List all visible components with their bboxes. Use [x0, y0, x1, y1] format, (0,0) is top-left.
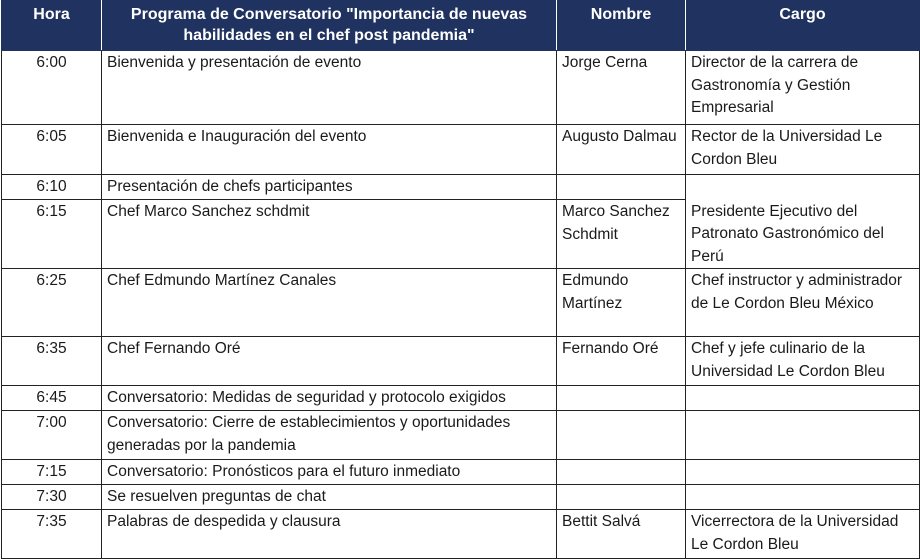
cell-programa: Chef Edmundo Martínez Canales: [102, 269, 557, 337]
cell-programa: Se resuelven preguntas de chat: [102, 485, 557, 510]
table-row: [2, 386, 920, 411]
header-programa: Programa de Conversatorio "Importancia de nuevas habilidades en el chef post pandemia": [102, 1, 557, 51]
header-cargo: Cargo: [686, 1, 920, 51]
cell-hora: 6:25: [2, 269, 102, 337]
table-row: [2, 51, 920, 125]
cell-programa: Chef Marco Sanchez schdmit: [102, 200, 557, 269]
cell-nombre: Edmundo Martínez: [557, 269, 686, 337]
cell-nombre: [557, 411, 686, 460]
program-table: [1, 0, 920, 559]
table-row: [2, 460, 920, 485]
cell-cargo: Rector de la Universidad Le Cordon Bleu: [686, 125, 920, 175]
cell-hora: 7:15: [2, 460, 102, 485]
cell-nombre: [557, 175, 686, 200]
cell-cargo: [686, 386, 920, 411]
cell-cargo: [686, 460, 920, 485]
cell-cargo: [686, 175, 920, 200]
table-row: [2, 200, 920, 269]
header-hora: Hora: [2, 1, 102, 51]
cell-nombre: Jorge Cerna: [557, 51, 686, 125]
cell-cargo: Vicerrectora de la Universidad Le Cordon Bleu: [686, 510, 920, 559]
table-row: [2, 510, 920, 559]
table-body: [2, 51, 920, 559]
cell-cargo: [686, 485, 920, 510]
cell-programa: Bienvenida y presentación de evento: [102, 51, 557, 125]
table-row: [2, 337, 920, 386]
cell-programa: Conversatorio: Pronósticos para el futuro inmediato: [102, 460, 557, 485]
cell-cargo: Presidente Ejecutivo del Patronato Gastronómico del Perú: [686, 200, 920, 269]
table-row: [2, 411, 920, 460]
cell-cargo: [686, 411, 920, 460]
cell-hora: 6:15: [2, 200, 102, 269]
cell-hora: 7:30: [2, 485, 102, 510]
table-row: [2, 125, 920, 175]
table-row: [2, 485, 920, 510]
cell-nombre: [557, 460, 686, 485]
cell-programa: Conversatorio: Medidas de seguridad y protocolo exigidos: [102, 386, 557, 411]
cell-programa: Conversatorio: Cierre de establecimientos y oportunidades generadas por la pandemia: [102, 411, 557, 460]
header-nombre: Nombre: [557, 1, 686, 51]
cell-cargo: Chef y jefe culinario de la Universidad Le Cordon Bleu: [686, 337, 920, 386]
cell-programa: Chef Fernando Oré: [102, 337, 557, 386]
cell-hora: 6:45: [2, 386, 102, 411]
cell-nombre: Marco Sanchez Schdmit: [557, 200, 686, 269]
cell-programa: Presentación de chefs participantes: [102, 175, 557, 200]
cell-cargo: Chef instructor y administrador de Le Cordon Bleu México: [686, 269, 920, 337]
cell-nombre: Augusto Dalmau: [557, 125, 686, 175]
cell-hora: 6:35: [2, 337, 102, 386]
table-header: [2, 1, 920, 51]
table-row: [2, 175, 920, 200]
cell-hora: 6:05: [2, 125, 102, 175]
cell-nombre: Fernando Oré: [557, 337, 686, 386]
cell-nombre: Bettit Salvá: [557, 510, 686, 559]
cell-nombre: [557, 386, 686, 411]
cell-hora: 7:35: [2, 510, 102, 559]
cell-cargo: Director de la carrera de Gastronomía y Gestión Empresarial: [686, 51, 920, 125]
cell-programa: Bienvenida e Inauguración del evento: [102, 125, 557, 175]
cell-nombre: [557, 485, 686, 510]
cell-hora: 6:10: [2, 175, 102, 200]
cell-programa: Palabras de despedida y clausura: [102, 510, 557, 559]
cell-hora: 6:00: [2, 51, 102, 125]
table-row: [2, 269, 920, 337]
cell-hora: 7:00: [2, 411, 102, 460]
header-row: [2, 1, 920, 51]
